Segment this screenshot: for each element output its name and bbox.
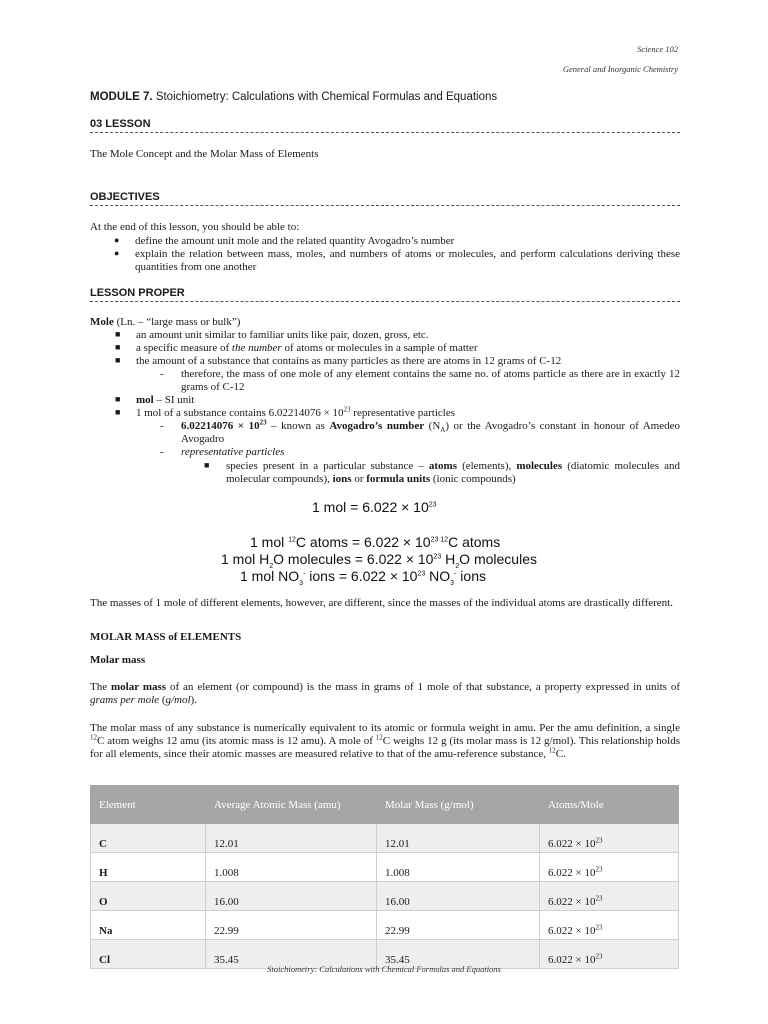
atoms-cell — [540, 882, 679, 911]
text: NO — [425, 568, 451, 584]
objectives-heading: OBJECTIVES — [90, 191, 160, 203]
text: ( — [159, 694, 166, 706]
subscript: 2 — [269, 562, 274, 570]
element-symbol: H — [99, 867, 108, 879]
element-symbol: C — [99, 838, 107, 850]
amu-cell: 16.00 — [206, 882, 377, 911]
text: (N — [424, 420, 441, 432]
mole-term: Mole — [90, 316, 114, 328]
exponent: 23 — [433, 553, 442, 561]
mole-point — [136, 342, 478, 355]
text: C. — [555, 748, 566, 760]
subscript: A — [440, 426, 446, 435]
exponent: 23 — [595, 894, 603, 903]
subject-label: General and Inorganic Chemistry — [562, 64, 678, 74]
molar-mass-term: molar mass — [111, 681, 167, 693]
mol-term: mol — [136, 394, 154, 406]
molar-mass-definition — [90, 681, 680, 707]
superscript: 12 — [90, 733, 97, 742]
mole-point: an amount unit similar to familiar units like pair, dozen, gross, etc. — [136, 329, 429, 341]
mole-point — [136, 394, 194, 407]
gmol-cell: 1.008 — [377, 853, 540, 882]
text: ). — [190, 694, 197, 706]
ions-term: ions — [332, 473, 352, 485]
mole-point: the amount of a substance that contains as many particles as there are atoms in 12 grams of C-12 — [136, 355, 562, 367]
text: representative particles — [350, 407, 455, 419]
dash-marker: - — [160, 420, 164, 432]
objectives-intro: At the end of this lesson, you should be able to: — [90, 221, 300, 233]
square-bullet: ■ — [204, 460, 210, 470]
amu-cell: 22.99 — [206, 911, 377, 940]
column-header: Atoms/Mole — [540, 786, 679, 824]
rep-term: representative particles — [181, 446, 285, 458]
text: 1 mol NO — [240, 568, 300, 584]
subscript: 3 — [299, 579, 304, 587]
text: ions = 6.022 × 10 — [305, 568, 418, 584]
mole-point — [136, 407, 455, 420]
exponent: 23 — [343, 405, 351, 414]
module-title — [90, 91, 497, 103]
text: (diatomic molecules and molecular compounds), — [226, 460, 681, 485]
avogadro-number: 6.02214076 × 10 — [181, 420, 260, 432]
course-label: Science 102 — [637, 44, 678, 54]
text: (elements), — [457, 460, 517, 472]
atoms-cell — [540, 824, 679, 853]
table-row — [91, 911, 679, 940]
text: 6.022 × 10 — [548, 954, 596, 966]
gmol-cell: 12.01 — [377, 824, 540, 853]
exponent: 23 — [430, 536, 439, 544]
text: 1 mol H — [221, 551, 270, 567]
atoms-term: atoms — [428, 460, 457, 472]
text: The — [90, 681, 112, 693]
superscript: 12 — [548, 746, 556, 755]
exponent: 23 — [595, 865, 603, 874]
table-row — [91, 882, 679, 911]
text: 6.022 × 10 — [548, 896, 596, 908]
square-bullet: ■ — [115, 407, 121, 417]
equation-carbon — [250, 534, 500, 550]
exponent: 23 — [428, 501, 437, 509]
dash-marker: - — [160, 368, 164, 380]
mole-subpoint: therefore, the mass of one mole of any element contains the same no. of atoms particle as there are in exactly 12 grams of C-12 — [181, 368, 680, 393]
text: 1 mol — [250, 534, 289, 550]
avogadro-definition — [181, 420, 680, 446]
column-header: Molar Mass (g/mol) — [377, 786, 540, 824]
text: C atoms = 6.022 × 10 — [295, 534, 431, 550]
emphasis: grams per mole — [90, 694, 160, 706]
superscript: - — [454, 570, 457, 578]
square-bullet: ■ — [115, 342, 121, 352]
text: of atoms or molecules in a sample of matter — [281, 342, 478, 354]
emphasis: g/mol — [165, 694, 191, 706]
representative-particles — [181, 446, 284, 459]
lesson-heading: 03 LESSON — [90, 118, 151, 130]
mole-definition — [90, 316, 240, 329]
element-symbol: Cl — [99, 954, 110, 966]
superscript: - — [303, 570, 306, 578]
mole-etymology: (Ln. – “large mass or bulk”) — [113, 316, 241, 328]
species-description — [226, 460, 680, 486]
molar-mass-subheading: Molar mass — [90, 654, 146, 666]
module-title-text: Stoichiometry: Calculations with Chemical Formulas and Equations — [152, 91, 498, 103]
molar-mass-explanation — [90, 722, 680, 761]
page-footer: Stoichiometry: Calculations with Chemical Formulas and Equations — [267, 964, 501, 974]
subscript: 2 — [455, 562, 460, 570]
text: The molar mass of any substance is numerically equivalent to its atomic or formula weight in amu. Per the amu definition, a single — [90, 722, 680, 734]
text: ) or the Avogadro’s constant in honour of Amedeo Avogadro — [181, 420, 680, 445]
equation-nitrate — [240, 568, 486, 587]
text: 6.022 × 10 — [548, 925, 596, 937]
lesson-title: The Mole Concept and the Molar Mass of Elements — [90, 148, 319, 160]
text: C atom weighs 12 amu (its atomic mass is 12 amu). A mole of — [97, 735, 376, 747]
text: a specific measure of — [136, 342, 232, 354]
subscript: 3 — [450, 579, 455, 587]
column-header: Average Atomic Mass (amu) — [206, 786, 377, 824]
atoms-cell — [540, 853, 679, 882]
element-cell — [91, 853, 206, 882]
gmol-cell: 35.45 — [377, 940, 540, 969]
bullet-dot: ● — [114, 235, 120, 245]
module-label: MODULE 7. — [90, 91, 153, 103]
molar-mass-heading: MOLAR MASS of ELEMENTS — [90, 631, 242, 643]
amu-cell: 12.01 — [206, 824, 377, 853]
masses-paragraph: The masses of 1 mole of different elements, however, are different, since the masses of the individual atoms are drastically different. — [90, 597, 673, 609]
objective-item: define the amount unit mole and the related quantity Avogadro’s number — [135, 235, 455, 247]
text: 1 mol of a substance contains 6.02214076 × 10 — [136, 407, 344, 419]
exponent: 23 — [595, 836, 603, 845]
text: C atoms — [448, 534, 501, 550]
equation-mol — [312, 499, 437, 515]
exponent: 23 — [595, 952, 603, 961]
element-cell — [91, 911, 206, 940]
element-cell — [91, 824, 206, 853]
square-bullet: ■ — [115, 329, 121, 339]
molecules-term: molecules — [516, 460, 563, 472]
square-bullet: ■ — [115, 394, 121, 404]
lesson-proper-heading: LESSON PROPER — [90, 287, 185, 299]
exponent: 23 — [595, 923, 603, 932]
table-header-row — [91, 786, 679, 824]
text: 1 mol = 6.022 × 10 — [312, 499, 429, 515]
text: H — [441, 551, 456, 567]
exponent: 23 — [417, 570, 426, 578]
divider — [90, 205, 680, 206]
divider — [90, 301, 680, 302]
element-cell — [91, 882, 206, 911]
element-symbol: O — [99, 896, 108, 908]
column-header: Element — [91, 786, 206, 824]
divider — [90, 132, 680, 133]
superscript: 12 — [288, 536, 296, 544]
text: species present in a particular substance – — [226, 460, 429, 472]
molar-mass-table — [90, 785, 679, 969]
table-row — [91, 824, 679, 853]
amu-cell: 1.008 — [206, 853, 377, 882]
emphasis: the number — [231, 342, 282, 354]
superscript: 12 — [375, 733, 383, 742]
text: C weighs 12 g (its molar mass is 12 g/mol). This relationship holds for all elements, since their atomic masses are measured relative to that of the amu-reference substance, — [90, 735, 680, 760]
avogadro-name: Avogadro’s number — [329, 420, 425, 432]
element-symbol: Na — [99, 925, 113, 937]
exponent: 23 — [259, 418, 267, 427]
table-row — [91, 853, 679, 882]
square-bullet: ■ — [115, 355, 121, 365]
equation-water — [221, 551, 537, 570]
formula-units-term: formula units — [366, 473, 431, 485]
gmol-cell: 16.00 — [377, 882, 540, 911]
text: of an element (or compound) is the mass in grams of 1 mole of that substance, a property expressed in units of — [166, 681, 680, 693]
atoms-cell — [540, 911, 679, 940]
bullet-dot: ● — [114, 248, 120, 258]
text: or — [351, 473, 367, 485]
text: 6.022 × 10 — [548, 838, 596, 850]
text: ions — [456, 568, 486, 584]
text: O molecules = 6.022 × 10 — [273, 551, 434, 567]
superscript: 12 — [438, 536, 449, 544]
amu-cell: 35.45 — [206, 940, 377, 969]
text: O molecules — [459, 551, 537, 567]
gmol-cell: 22.99 — [377, 911, 540, 940]
text: (ionic compounds) — [430, 473, 516, 485]
text: – SI unit — [153, 394, 195, 406]
text: – known as — [266, 420, 330, 432]
dash-marker: - — [160, 446, 164, 458]
text: 6.022 × 10 — [548, 867, 596, 879]
objective-item: explain the relation between mass, moles, and numbers of atoms or molecules, and perform calculations deriving these quantities from one another — [135, 248, 680, 273]
